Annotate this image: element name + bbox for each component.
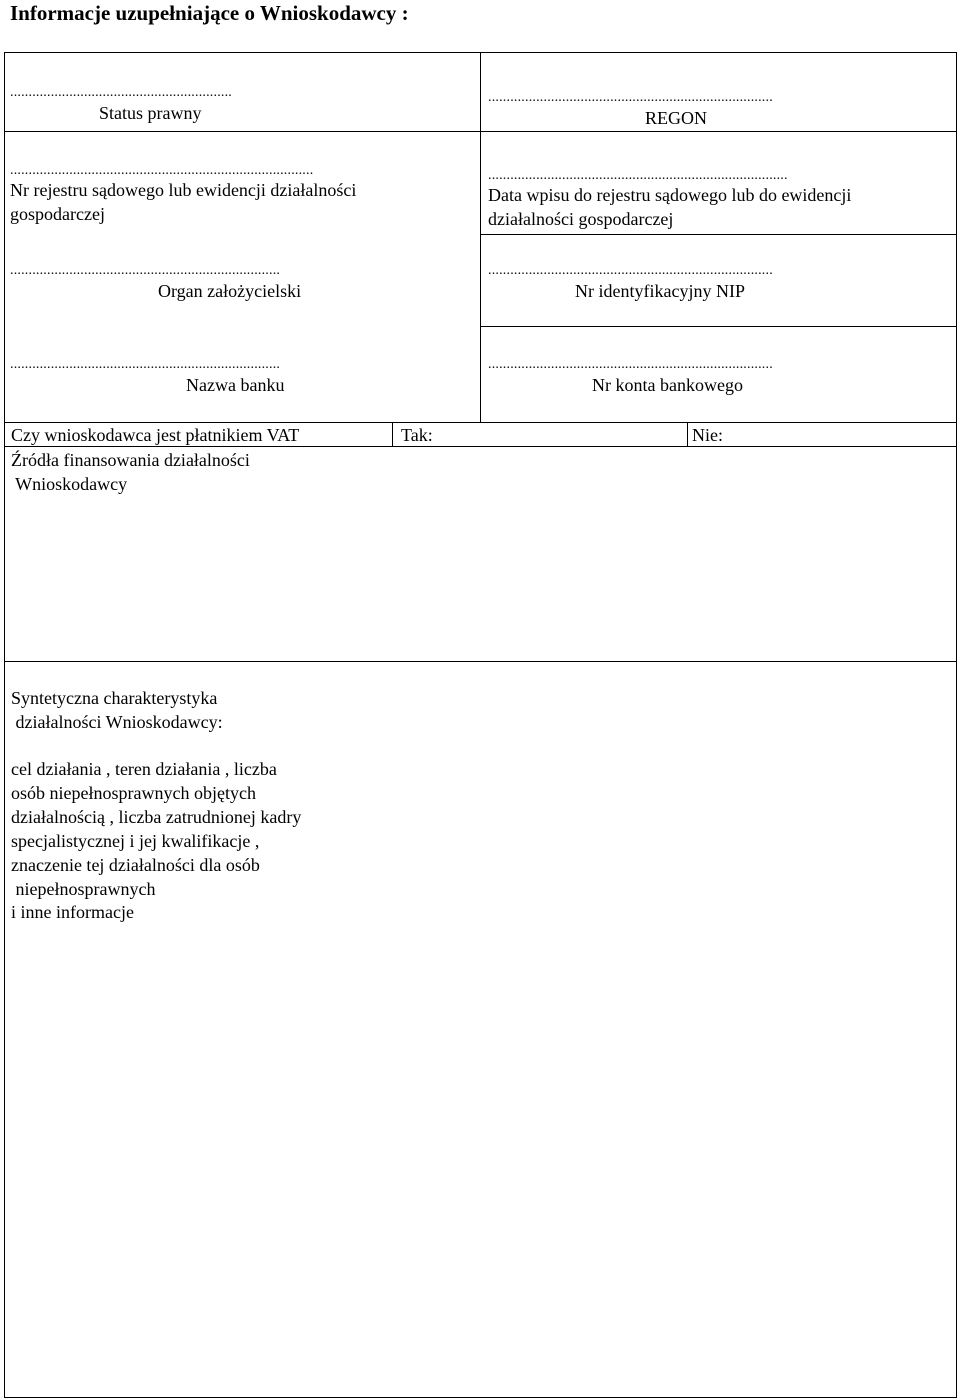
column-divider [480, 52, 481, 422]
sources-label-line1: Źródła finansowania działalności [11, 450, 250, 470]
characteristics-detail-line: znaczenie tej działalności dla osób [11, 855, 260, 875]
vat-question: Czy wnioskodawca jest płatnikiem VAT [11, 425, 300, 445]
row-divider-3-right [480, 326, 957, 327]
status-prawny-fill-line: ............................................................ [10, 85, 232, 100]
nazwa-banku-label: Nazwa banku [186, 375, 285, 395]
sources-bottom [4, 661, 957, 662]
data-wpisu-label-line1: Data wpisu do rejestru sądowego lub do ewidencji [488, 185, 852, 205]
bank-fill-line: ......................................................................... [10, 357, 281, 372]
vat-no-divider [687, 422, 688, 446]
nip-label: Nr identyfikacyjny NIP [575, 281, 745, 301]
vat-yes-divider [392, 422, 393, 446]
characteristics-detail-line: działalnością , liczba zatrudnionej kadry [11, 807, 302, 827]
data-wpisu-fill-line: ................................................................................. [488, 168, 788, 183]
regon-label: REGON [645, 108, 707, 128]
nr-rejestru-fill-line: .................................................................................. [10, 163, 314, 178]
konto-fill-line: ............................................................................. [488, 357, 773, 372]
characteristics-detail-line: cel działania , teren działania , liczba [11, 759, 277, 779]
characteristics-detail-line: niepełnosprawnych [11, 879, 156, 899]
characteristics-detail-line: i inne informacje [11, 902, 134, 922]
status-prawny-label: Status prawny [99, 103, 202, 123]
characteristics-heading-line2: działalności Wnioskodawcy: [11, 712, 223, 732]
data-wpisu-label-line2: działalności gospodarczej [488, 209, 674, 229]
regon-fill-line: ............................................................................. [488, 90, 773, 105]
characteristics-detail-line: osób niepełnosprawnych objętych [11, 783, 256, 803]
nip-fill-line: ............................................................................. [488, 263, 773, 278]
sources-label-line2: Wnioskodawcy [11, 474, 128, 494]
organ-zalozycielski-label: Organ założycielski [158, 281, 302, 301]
nr-rejestru-label-line1: Nr rejestru sądowego lub ewidencji działalności [10, 180, 357, 200]
row-divider-1 [4, 131, 957, 132]
nr-konta-label: Nr konta bankowego [592, 375, 743, 395]
nr-rejestru-label-line2: gospodarczej [10, 204, 105, 224]
vat-yes-label: Tak: [401, 425, 433, 445]
vat-no-label: Nie: [692, 425, 723, 445]
row-divider-2-right [480, 234, 957, 235]
characteristics-heading-line1: Syntetyczna charakterystyka [11, 688, 218, 708]
organ-fill-line: ......................................................................... [10, 263, 281, 278]
page-title: Informacje uzupełniające o Wnioskodawcy : [10, 1, 409, 25]
characteristics-detail-line: specjalistycznej i jej kwalifikacje , [11, 831, 260, 851]
